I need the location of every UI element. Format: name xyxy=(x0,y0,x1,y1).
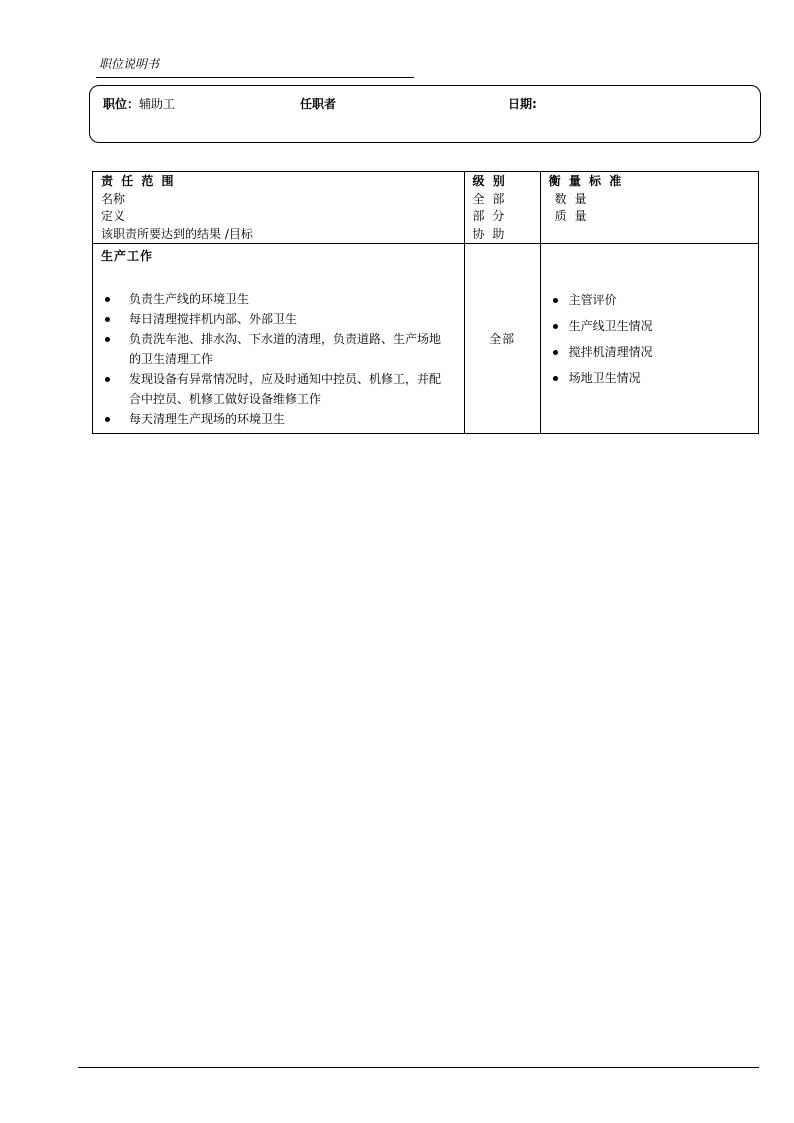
level-cell: 全部 xyxy=(464,244,540,434)
header-responsibility-title: 责 任 范 围 xyxy=(101,174,176,188)
task-list xyxy=(101,289,456,429)
title-underline xyxy=(96,77,414,78)
header-responsibility-line: 该职责所要达到的结果 /目标 xyxy=(101,226,253,241)
date-label: 日期: xyxy=(508,97,537,111)
header-responsibility xyxy=(93,172,465,244)
task-item: 负责生产线的环境卫生 xyxy=(101,289,456,309)
task-item: 发现设备有异常情况时，应及时通知中控员、机修工，并配合中控员、机修工做好设备维修工作 xyxy=(101,369,456,409)
header-level-line: 全 部 xyxy=(472,191,507,206)
task-item: 每日清理搅拌机内部、外部卫生 xyxy=(101,309,456,329)
responsibility-table xyxy=(92,171,759,434)
position-value: 辅助工 xyxy=(139,97,176,111)
criteria-list xyxy=(551,287,758,391)
criteria-item: 生产线卫生情况 xyxy=(551,313,758,339)
position-field xyxy=(103,95,175,112)
document-title: 职位说明书 xyxy=(99,57,160,71)
position-label: 职位： xyxy=(103,97,140,111)
header-level xyxy=(464,172,540,244)
header-responsibility-line: 定义 xyxy=(101,209,126,223)
header-level-title: 级 别 xyxy=(472,174,507,188)
footer-rule xyxy=(78,1067,759,1068)
criteria-cell xyxy=(540,244,758,434)
criteria-item: 场地卫生情况 xyxy=(551,365,758,391)
task-item: 负责洗车池、排水沟、下水道的清理，负责道路、生产场地的卫生清理工作 xyxy=(101,329,456,369)
header-criteria xyxy=(540,172,758,244)
header-level-line: 协 助 xyxy=(472,226,507,241)
date-field xyxy=(508,95,537,112)
header-criteria-title: 衡 量 标 准 xyxy=(548,174,624,188)
criteria-item: 主管评价 xyxy=(551,287,758,313)
header-criteria-line: 数 量 xyxy=(554,191,589,206)
criteria-item: 搅拌机清理情况 xyxy=(551,339,758,365)
table-row xyxy=(93,244,759,434)
responsibility-cell xyxy=(93,244,465,434)
holder-label: 任职者 xyxy=(300,97,337,111)
task-item: 每天清理生产现场的环境卫生 xyxy=(101,409,456,429)
header-level-line: 部 分 xyxy=(472,209,507,223)
section-title: 生产工作 xyxy=(101,249,154,263)
header-criteria-line: 质 量 xyxy=(554,209,589,223)
table-header-row xyxy=(93,172,759,244)
holder-field xyxy=(300,95,336,112)
position-info-box xyxy=(89,85,761,143)
header-responsibility-line: 名称 xyxy=(101,191,126,206)
